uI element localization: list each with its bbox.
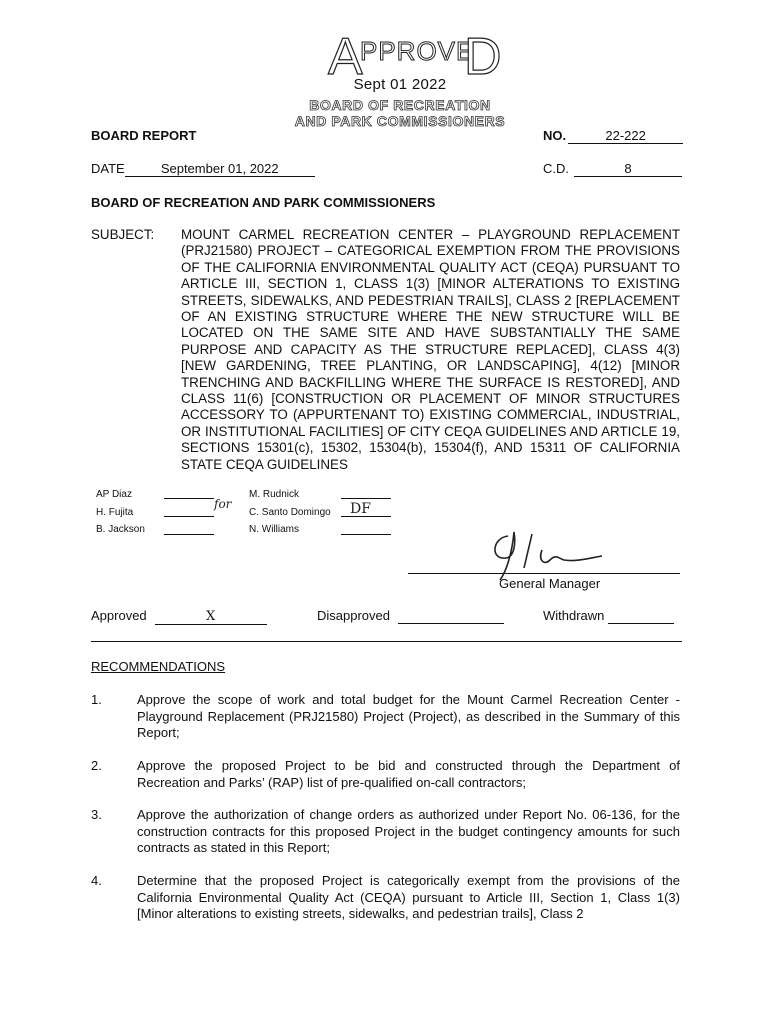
disapproved-blank xyxy=(398,608,504,624)
recommendation-text: Approve the proposed Project to be bid and constructed through the Department of Recreation and Parks’ (RAP) list of pre-qualified on-call contractors; xyxy=(137,758,680,790)
date-label: DATE xyxy=(91,161,125,176)
handwritten-for: for xyxy=(214,497,232,511)
section-divider xyxy=(91,641,682,642)
withdrawn-blank xyxy=(608,608,674,624)
subject-label: SUBJECT: xyxy=(91,227,155,242)
general-manager-title: General Manager xyxy=(499,576,601,591)
recommendation-number: 2. xyxy=(91,758,102,773)
stamp-word-middle: PPROVE xyxy=(360,36,475,66)
commissioner-name: AP Diaz xyxy=(96,489,132,500)
handwritten-initials: DF xyxy=(350,501,371,517)
approved-field xyxy=(91,608,267,625)
stamp-word-last: D xyxy=(464,28,502,80)
stamp-board-line1: BOARD OF RECREATION xyxy=(309,97,491,113)
approved-label: Approved xyxy=(91,608,147,623)
report-number xyxy=(543,128,683,144)
commissioner-name: H. Fujita xyxy=(96,507,134,518)
vote-line xyxy=(164,516,214,517)
stamp-board xyxy=(290,97,510,129)
report-number-value: 22-222 xyxy=(568,128,683,144)
stamp-date: Sept 01 2022 xyxy=(353,76,447,93)
subject-text: MOUNT CARMEL RECREATION CENTER – PLAYGROUND REPLACEMENT (PRJ21580) PROJECT – CATEGORICAL EXEMPTION FROM THE PROVISIONS OF THE CALIFORNIA ENVIRONMENTAL QUALITY ACT (CEQA) PURSUANT TO ARTICLE III, SECTION 1, CLASS 1(3) [MINOR ALTERATIONS TO EXISTING STREETS, SIDEWALKS, AND PEDESTRIAN TRAILS], CLASS 2 [REPLACEMENT OF AN EXISTING STRUCTURE WHERE THE NEW STRUCTURE WILL BE LOCATED ON THE SAME SITE AND HAVE SUBSTANTIALLY THE SAME PURPOSE AND CAPACITY AS THE STRUCTURE REPLACED], CLASS 4(3) [NEW GARDENING, TREE PLANTING, OR LANDSCAPING], 4(12) [MINOR TRENCHING AND BACKFILLING WHERE THE SURFACE IS RESTORED], AND CLASS 11(6) [CONSTRUCTION OR PLACEMENT OF MINOR STRUCTURES ACCESSORY TO (APPURTENANT TO) EXISTING COMMERCIAL, INDUSTRIAL, OR INSTITUTIONAL FACILITIES] OF CITY CEQA GUIDELINES AND ARTICLE 19, SECTIONS 15301(c), 15302, 15304(b), 15304(f), AND 15311 OF CALIFORNIA STATE CEQA GUIDELINES xyxy=(181,227,680,472)
report-date xyxy=(91,161,315,177)
signature-line xyxy=(408,573,680,574)
disapproved-field xyxy=(317,608,504,624)
cd-value: 8 xyxy=(574,161,682,177)
recommendations-heading: RECOMMENDATIONS xyxy=(91,659,226,674)
vote-line xyxy=(164,534,214,535)
stamp-word-first: A xyxy=(328,28,363,80)
commissioner-name: B. Jackson xyxy=(96,524,145,535)
disapproved-label: Disapproved xyxy=(317,608,390,623)
vote-line xyxy=(164,498,214,499)
recommendation-number: 4. xyxy=(91,873,102,888)
vote-line xyxy=(341,498,391,499)
recommendation-number: 1. xyxy=(91,692,102,707)
board-title: BOARD OF RECREATION AND PARK COMMISSIONERS xyxy=(91,195,436,210)
commissioner-name: C. Santo Domingo xyxy=(249,507,331,518)
council-district xyxy=(543,161,682,177)
cd-label: C.D. xyxy=(543,161,569,176)
recommendation-text: Determine that the proposed Project is categorically exempt from the provisions of the California Environmental Quality Act (CEQA) pursuant to Article III, Section 1, Class 1(3) [Minor alterations to existing streets, sidewalks, and pedestrian trails], Class 2 xyxy=(137,873,680,921)
board-report-label: BOARD REPORT xyxy=(91,128,197,143)
vote-line xyxy=(341,534,391,535)
recommendation-text: Approve the scope of work and total budget for the Mount Carmel Recreation Center - Playground Replacement (PRJ21580) Project (Project), as described in the Summary of this Report; xyxy=(137,692,680,740)
commissioner-name: M. Rudnick xyxy=(249,489,300,500)
date-value: September 01, 2022 xyxy=(125,161,315,177)
withdrawn-field xyxy=(543,608,674,624)
stamp-board-line2: AND PARK COMMISSIONERS xyxy=(294,113,506,129)
withdrawn-label: Withdrawn xyxy=(543,608,605,623)
commissioner-name: N. Williams xyxy=(249,524,299,535)
recommendation-number: 3. xyxy=(91,807,102,822)
approved-stamp xyxy=(326,28,506,80)
signature-mark xyxy=(480,524,610,584)
recommendation-text: Approve the authorization of change orders as authorized under Report No. 06-136, for the construction contracts for this proposed Project in the budget contingency amounts for such contracts as stated in this Report; xyxy=(137,807,680,855)
report-number-label: NO. xyxy=(543,128,567,143)
approved-mark: X xyxy=(155,609,267,625)
